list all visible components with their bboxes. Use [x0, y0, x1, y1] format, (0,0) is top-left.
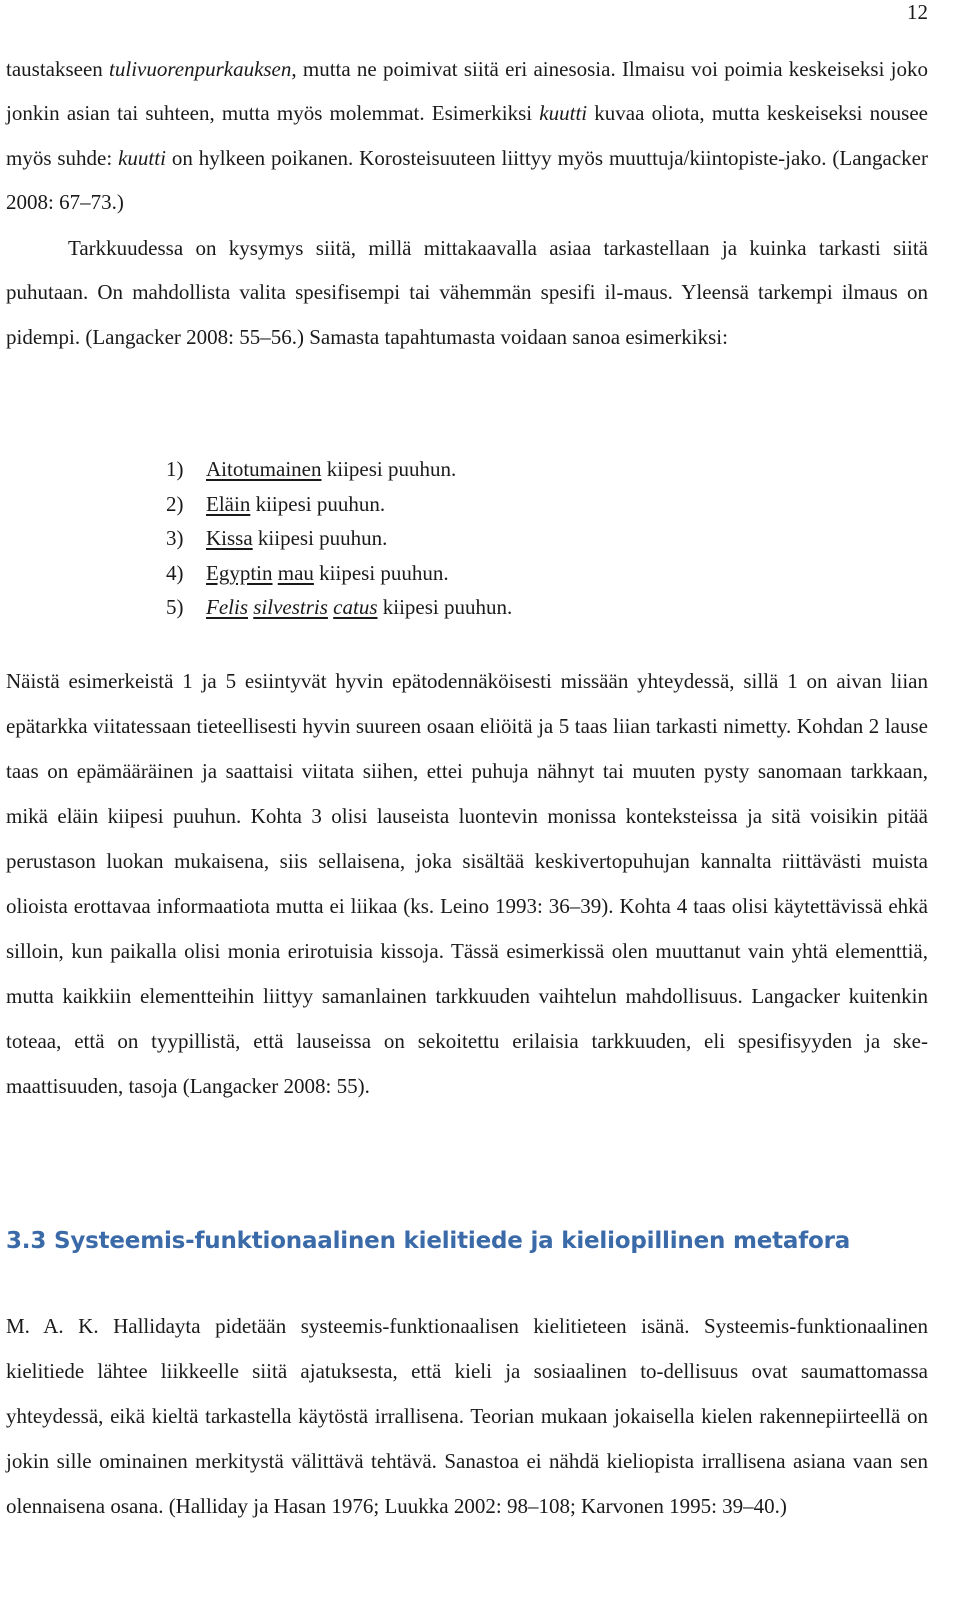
page-number: 12 [907, 0, 928, 24]
italic-term: kuutti [539, 101, 588, 126]
example-item: 3) Kissa kiipesi puuhun. [166, 526, 388, 550]
italic-term: kuutti [118, 145, 166, 170]
paragraph-2: Tarkkuudessa on kysymys siitä, millä mittakaavalla asiaa tarkastellaan ja kuinka tarkasti siitä puhutaan. On mahdollista valita spesifisempi tai vähemmän spesifi il-maus. Yleensä tarkempi ilmaus on pidempi. (Langacker 2008: 55–56.) Samasta tapahtumasta voidaan sanoa esimerkiksi: [6, 236, 928, 349]
paragraph-1: taustakseen tulivuorenpurkauksen, mutta ne poimivat siitä eri ainesosia. Ilmaisu voi poimia keskeiseksi joko jonkin asian tai suhteen, mutta myös molemmat. Esimerkiksi kuutti kuvaa oliota, mutta keskeiseksi nousee myös suhde: kuutti on hylkeen poikanen. Korosteisuuteen liittyy myös muuttuja/kiintopiste-jako. (Langacker 2008: 67–73.) [6, 57, 928, 214]
example-item: 2) Eläin kiipesi puuhun. [166, 491, 386, 516]
italic-term: tulivuorenpurkauksen [109, 57, 292, 81]
example-item: 5) Felis silvestris catus kiipesi puuhun. [166, 595, 513, 619]
example-item: 1) Aitotumainen kiipesi puuhun. [166, 457, 457, 481]
paragraph-3: Näistä esimerkeistä 1 ja 5 esiintyvät hyvin epätodennäköisesti missään yhteydessä, sillä 1 on aivan liian epätarkka viitatessaan tieteellisesti hyvin suureen osaan eliöitä ja 5 taas liian tarkasti nimetty. Kohdan 2 lause taas on epämääräinen ja saattaisi viitata siihen, ettei puhuja nähnyt tai muuten pysty sanomaan tarkkaan, mikä eläin kiipesi puuhun. Kohta 3 olisi lauseista luontevin monissa konteksteissa ja sitä voisikin pitää perustason luokan mukaisena, siis sellaisena, joka sisältää keskivertopuhujan kannalta riittävästi muista olioista erottavaa informaatiota mutta ei liikaa (ks. Leino 1993: 36–39). Kohta 4 taas olisi käytettävissä ehkä silloin, kun paikalla olisi monia erirotuisia kissoja. Tässä esimerkissä olen muuttanut vain yhtä elementtiä, mutta kaikkiin elementteihin liittyy samanlainen tarkkuuden vaihtelun mahdollisuus. Langacker kuitenkin toteaa, että on tyypillistä, että lauseissa on sekoitettu erilaisia tarkkuuden, eli spesifisyyden ja ske-maattisuuden, tasoja (Langacker 2008: 55). [6, 669, 928, 1098]
section-heading: 3.3 Systeemis-funktionaalinen kielitiede ja kieliopillinen metafora [6, 1228, 851, 1254]
example-item: 4) Egyptin mau kiipesi puuhun. [166, 560, 449, 585]
paragraph-4: M. A. K. Hallidayta pidetään systeemis-funktionaalisen kielitieteen isänä. Systeemis-funktionaalinen kielitiede lähtee liikkeelle siitä ajatuksesta, että kieli ja sosiaalinen to-dellisuus ovat saumattomassa yhteydessä, eikä kieltä tarkastella käytöstä irrallisena. Teorian mukaan jokaisella kielen rakennepiirteellä on jokin sille ominainen merkitystä välittävä tehtävä. Sanastoa ei nähdä kieliopista irrallisena asiana vaan sen olennaisena osana. (Halliday ja Hasan 1976; Luukka 2002: 98–108; Karvonen 1995: 39–40.) [6, 1314, 928, 1518]
example-list [166, 452, 512, 625]
